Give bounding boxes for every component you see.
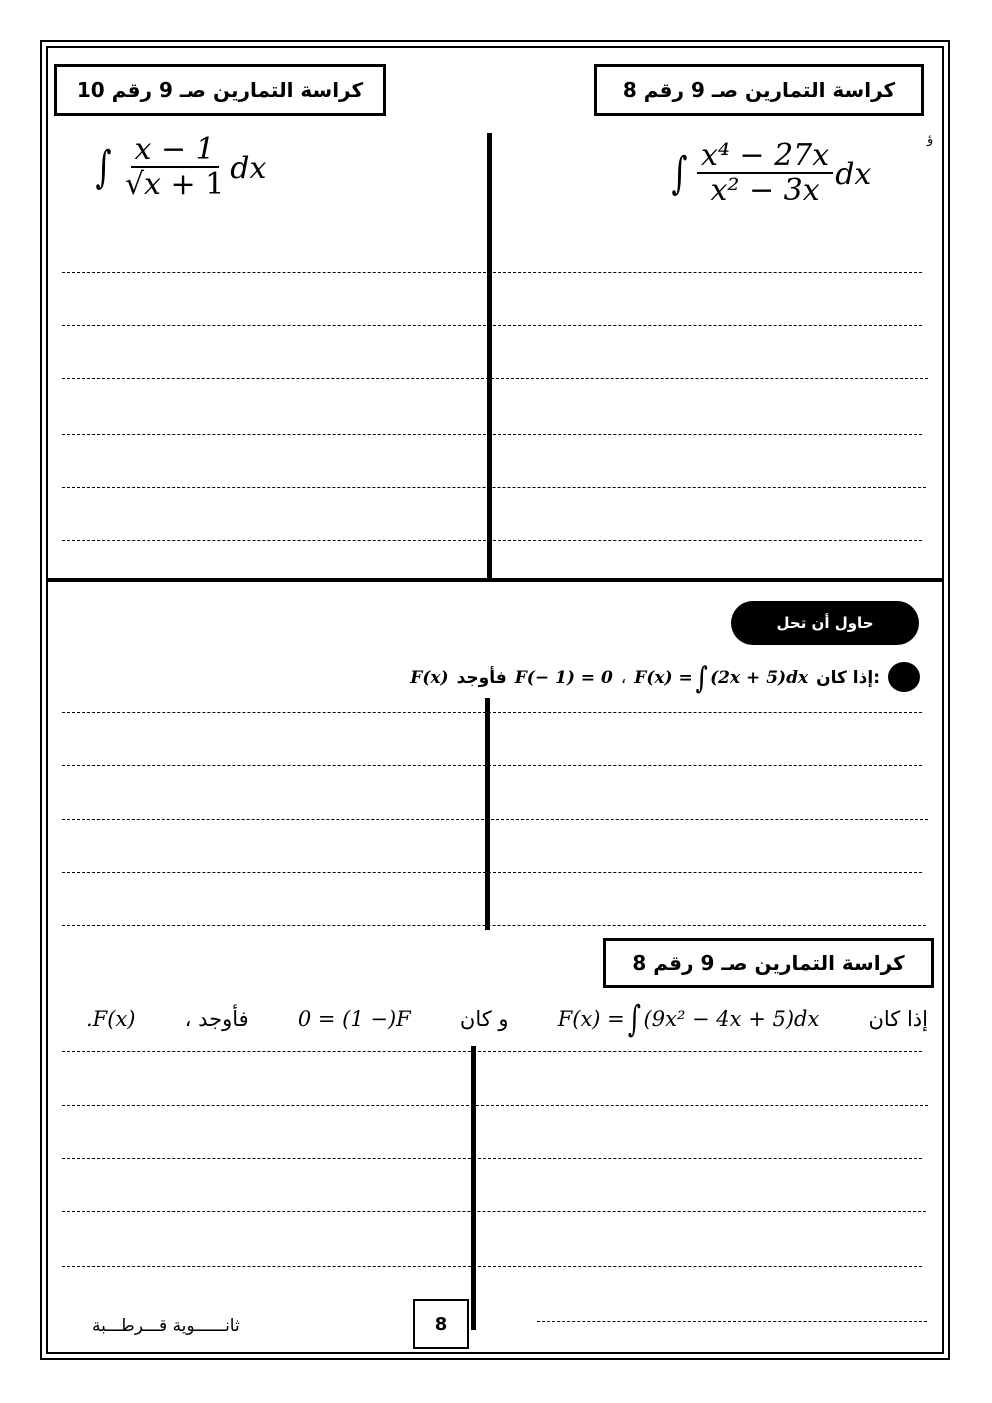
answer-line: [62, 434, 922, 435]
exercise-title-bottom: [603, 938, 934, 988]
page-number-box: [413, 1299, 469, 1349]
exercise-title-bottom-text: كراسة التمارين صـ 9 رقم 8: [632, 951, 905, 975]
integral-sign-icon: ∫: [695, 660, 708, 696]
differential: dx: [835, 156, 872, 192]
integral-left: [92, 134, 266, 202]
column-divider-top: [487, 133, 492, 578]
integral-sign-icon: ∫: [95, 142, 112, 193]
column-divider-middle: [485, 698, 490, 930]
exercise-title-right-text: كراسة التمارين صـ 9 رقم 8: [622, 78, 896, 102]
answer-line: [62, 378, 928, 379]
denominator-rest: + 1: [160, 166, 225, 202]
problem-statement-1: [258, 660, 880, 696]
bullet-icon: [888, 662, 920, 692]
numerator: x − 1: [131, 134, 219, 168]
answer-line: [62, 272, 922, 273]
if-label: إذا كان:: [816, 668, 880, 688]
find-target: F(x): [410, 668, 449, 688]
answer-line: [62, 712, 922, 713]
integral-sign-icon: ∫: [627, 998, 641, 1040]
find-label: فأوجد: [456, 668, 507, 688]
separator: ،: [620, 668, 627, 688]
and-word: و كان: [459, 1007, 509, 1031]
answer-line: [537, 1321, 927, 1322]
denominator-root: √x: [124, 166, 161, 202]
answer-line: [62, 1105, 928, 1106]
try-to-solve-label: حاول أن تحل: [776, 614, 874, 632]
equation-2: 0 = (1 −)F: [297, 1007, 411, 1031]
answer-line: [62, 1051, 922, 1052]
equation-1: [558, 999, 820, 1040]
equation-1-rhs: (9x² − 4x + 5)dx: [643, 1007, 820, 1031]
answer-line: [62, 487, 926, 488]
differential: dx: [230, 150, 267, 186]
equation-1-rhs: (2x + 5)dx: [710, 668, 809, 688]
corner-mark: ؤ: [927, 132, 934, 147]
answer-line: [62, 1211, 926, 1212]
fraction: [697, 140, 833, 208]
answer-line: [62, 872, 922, 873]
answer-line: [62, 1266, 922, 1267]
answer-line: [62, 819, 928, 820]
exercise-title-right: [594, 64, 924, 116]
find-word: ، فأوجد: [184, 1007, 249, 1031]
answer-line: [62, 325, 922, 326]
equation-2: F(− 1) = 0: [514, 668, 613, 688]
integral-right: [668, 140, 871, 208]
problem-statement-2: [86, 998, 928, 1040]
answer-line: [62, 925, 926, 926]
equation-1-lhs: F(x) =: [557, 1007, 625, 1031]
find-target: .F(x): [86, 1007, 136, 1031]
column-divider-bottom: [471, 1046, 476, 1330]
equation-1-lhs: F(x) =: [634, 668, 693, 688]
equation-1: [634, 661, 808, 696]
section-divider: [46, 578, 944, 582]
fraction: [121, 134, 228, 202]
page-number: 8: [434, 1313, 448, 1335]
answer-line: [62, 1158, 922, 1159]
denominator: x² − 3x: [710, 172, 820, 208]
answer-line: [62, 765, 922, 766]
exercise-title-left-text: كراسة التمارين صـ 9 رقم 10: [76, 78, 364, 102]
numerator: x⁴ − 27x: [697, 140, 833, 174]
exercise-title-left: [54, 64, 386, 116]
try-to-solve-badge: [731, 601, 919, 645]
school-name: ثانــــــوية قـــرطـــبة: [92, 1316, 240, 1336]
denominator: [121, 168, 228, 203]
if-word: إذا كان: [868, 1007, 928, 1031]
answer-line: [62, 540, 922, 541]
integral-sign-icon: ∫: [671, 148, 688, 199]
